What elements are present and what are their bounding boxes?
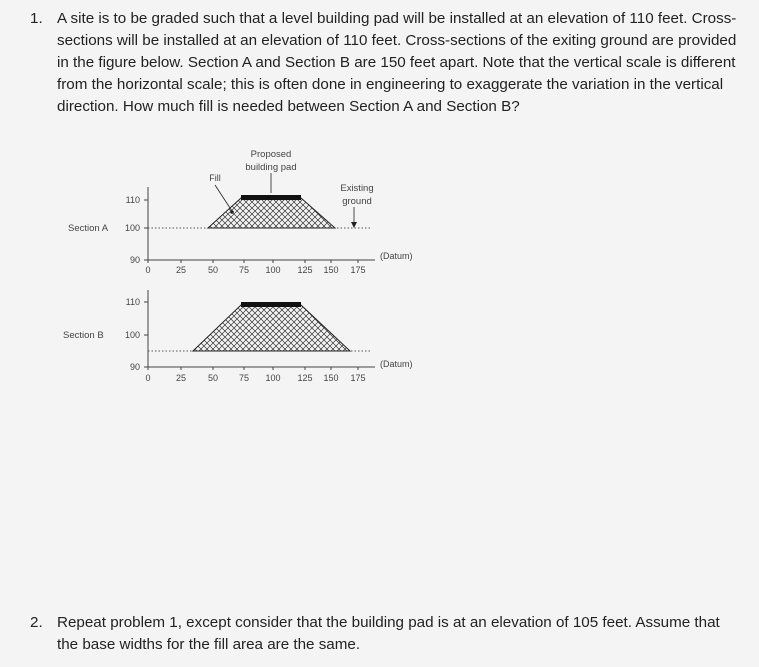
section-a-x-125: 125 [297,265,313,275]
section-a [68,149,413,275]
problem-1 [30,8,738,118]
section-a-x-75: 75 [238,265,250,275]
existing-ground-arrow-icon [351,222,357,228]
section-b-label: Section B [63,330,104,341]
section-a-label: Section A [68,223,109,234]
section-a-datum-label: (Datum) [380,251,413,261]
section-b-x-100: 100 [265,373,281,383]
section-a-x-150: 150 [323,265,339,275]
existing-ground-label-2: ground [342,196,372,207]
section-b-tick-100: 100 [124,330,140,340]
section-b-tick-90: 90 [129,362,140,372]
section-a-fill-area [208,198,335,228]
section-b-building-pad [241,302,301,307]
section-a-building-pad [241,195,301,200]
section-b [63,290,413,383]
problem-1-text: A site is to be graded such that a level building pad will be installed at an elevation of 110 feet. Cross-sections will be installed at an elevation of 110 feet. Cross-sections of the exiting ground are provided in the figure below. Section A and Section B are 150 feet apart. Note that the vertical scale is different from the horizontal scale; this is often done in engineering to exaggerate the variation in the vertical direction. How much fill is needed between Section A and Section B? [57,10,737,115]
section-a-x-25: 25 [175,265,187,275]
problem-1-number: 1. [30,10,43,27]
section-b-x-125: 125 [297,373,313,383]
problem-2-text: Repeat problem 1, except consider that the building pad is at an elevation of 105 feet. Assume that the base widths for the fill area are the same. [57,614,720,653]
section-b-x-75: 75 [238,373,250,383]
section-b-x-175: 175 [350,373,366,383]
fill-leader-line [215,185,232,211]
existing-ground-label-1: Existing [340,183,374,194]
cross-section-figure [60,142,413,392]
section-a-tick-90: 90 [129,255,140,265]
section-a-x-0: 0 [145,265,151,275]
problem-2-number: 2. [30,614,43,631]
section-a-x-100: 100 [265,265,281,275]
proposed-pad-label-2: building pad [245,162,297,173]
section-b-tick-110: 110 [125,297,140,307]
section-a-x-50: 50 [207,265,219,275]
section-b-x-150: 150 [323,373,339,383]
section-b-x-50: 50 [207,373,219,383]
section-a-tick-100: 100 [124,223,140,233]
section-b-x-0: 0 [145,373,151,383]
proposed-pad-label-1: Proposed [250,149,292,160]
section-b-x-25: 25 [175,373,187,383]
problem-2 [30,612,738,656]
section-b-datum-label: (Datum) [380,359,413,369]
fill-leader-dot [230,210,234,214]
section-b-fill-area [193,305,350,351]
section-a-x-175: 175 [350,265,366,275]
fill-label: Fill [209,173,221,183]
section-a-tick-110: 110 [125,195,140,205]
